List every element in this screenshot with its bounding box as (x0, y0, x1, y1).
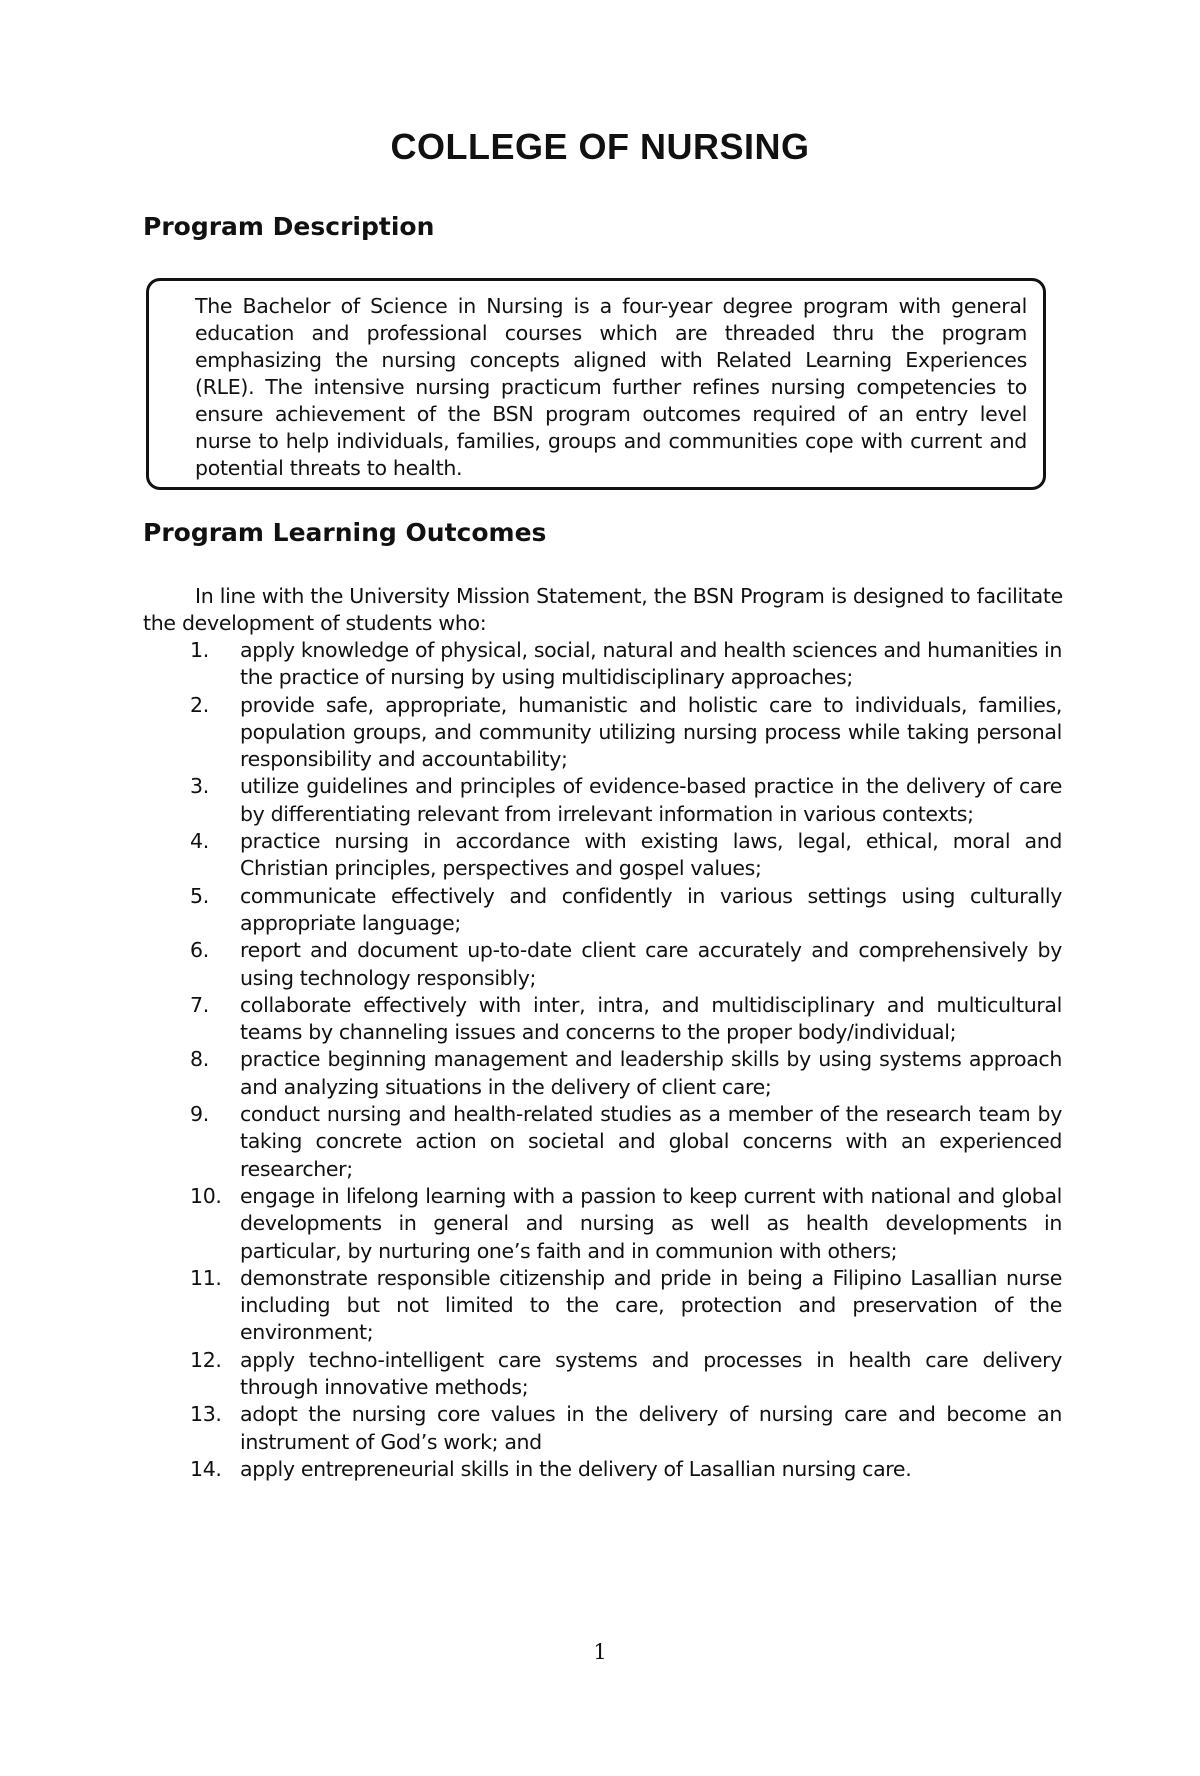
list-item-text: apply entrepreneurial skills in the delivery of Lasallian nursing care. (240, 1456, 912, 1481)
list-item (190, 1401, 1062, 1456)
list-item-number: 3. (190, 774, 209, 799)
list-item (190, 937, 1062, 992)
outcomes-list (190, 637, 1062, 1483)
list-item-text: demonstrate responsible citizenship and pride in being a Filipino Lasallian nurse including but not limited to the care, protection and preservation of the environment; (240, 1265, 1062, 1345)
list-item (190, 773, 1062, 828)
list-item-text: conduct nursing and health-related studies as a member of the research team by taking concrete action on societal and global concerns with an experienced researcher; (240, 1102, 1062, 1181)
list-item (190, 1101, 1062, 1183)
list-item-number: 12. (190, 1347, 222, 1372)
list-item (190, 692, 1062, 774)
list-item-number: 7. (190, 992, 209, 1017)
list-item-text: engage in lifelong learning with a passion to keep current with national and global developments in general and nursing as well as health developments in particular, by nurturing one’s faith and in communion with others; (240, 1183, 1062, 1263)
list-item (190, 883, 1062, 938)
list-item-text: report and document up-to-date client care accurately and comprehensively by using technology responsibly; (240, 938, 1062, 990)
list-item-number: 14. (190, 1456, 222, 1481)
list-item (190, 637, 1062, 692)
list-item-number: 13. (190, 1402, 222, 1427)
list-item-text: collaborate effectively with inter, intra, and multidisciplinary and multicultural teams by channeling issues and concerns to the proper body/individual; (240, 992, 1062, 1045)
program-description-box (146, 278, 1046, 490)
list-item-text: provide safe, appropriate, humanistic and holistic care to individuals, families, population groups, and community utilizing nursing process while taking personal responsibility and accountability; (240, 692, 1062, 772)
list-item-number: 9. (190, 1102, 209, 1127)
list-item (190, 1456, 1062, 1483)
list-item-text: apply knowledge of physical, social, natural and health sciences and humanities in the practice of nursing by using multidisciplinary approaches; (240, 638, 1062, 690)
list-item-number: 8. (190, 1047, 209, 1072)
program-description-text: The Bachelor of Science in Nursing is a four-year degree program with general education and professional courses which are threaded thru the program emphasizing the nursing concepts aligned with Related Learning Experiences (RLE). The intensive nursing practicum further refines nursing competencies to ensure achievement of the BSN program outcomes required of an entry level nurse to help individuals, families, groups and communities cope with current and potential threats to health. (195, 294, 1027, 480)
list-item-number: 5. (190, 883, 209, 908)
list-item (190, 1347, 1062, 1402)
list-item (190, 1183, 1062, 1265)
list-item-number: 6. (190, 938, 209, 963)
list-item-number: 11. (190, 1265, 222, 1290)
program-description-heading: Program Description (143, 212, 435, 241)
list-item-text: practice nursing in accordance with existing laws, legal, ethical, moral and Christian principles, perspectives and gospel values; (240, 829, 1062, 881)
list-item (190, 1046, 1062, 1101)
list-item (190, 828, 1062, 883)
list-item-text: adopt the nursing core values in the delivery of nursing care and become an instrument of God’s work; and (240, 1402, 1062, 1454)
program-learning-outcomes-heading: Program Learning Outcomes (143, 518, 547, 547)
list-item-number: 1. (190, 638, 209, 662)
list-item-number: 2. (190, 692, 209, 717)
list-item-number: 4. (190, 829, 209, 854)
list-item-text: practice beginning management and leadership skills by using systems approach and analyzing situations in the delivery of client care; (240, 1047, 1062, 1099)
list-item-text: communicate effectively and confidently in various settings using culturally appropriate language; (240, 883, 1062, 935)
list-item-number: 10. (190, 1183, 222, 1208)
list-item (190, 1265, 1062, 1347)
page-number: 1 (593, 1640, 607, 1664)
list-item-text: utilize guidelines and principles of evidence-based practice in the delivery of care by differentiating relevant from irrelevant information in various contexts; (240, 774, 1062, 826)
page-title: COLLEGE OF NURSING (390, 126, 810, 167)
list-item (190, 992, 1062, 1047)
list-item-text: apply techno-intelligent care systems and processes in health care delivery through innovative methods; (240, 1347, 1062, 1400)
outcomes-intro: In line with the University Mission Statement, the BSN Program is designed to facilitate the development of students who: (143, 584, 1063, 635)
